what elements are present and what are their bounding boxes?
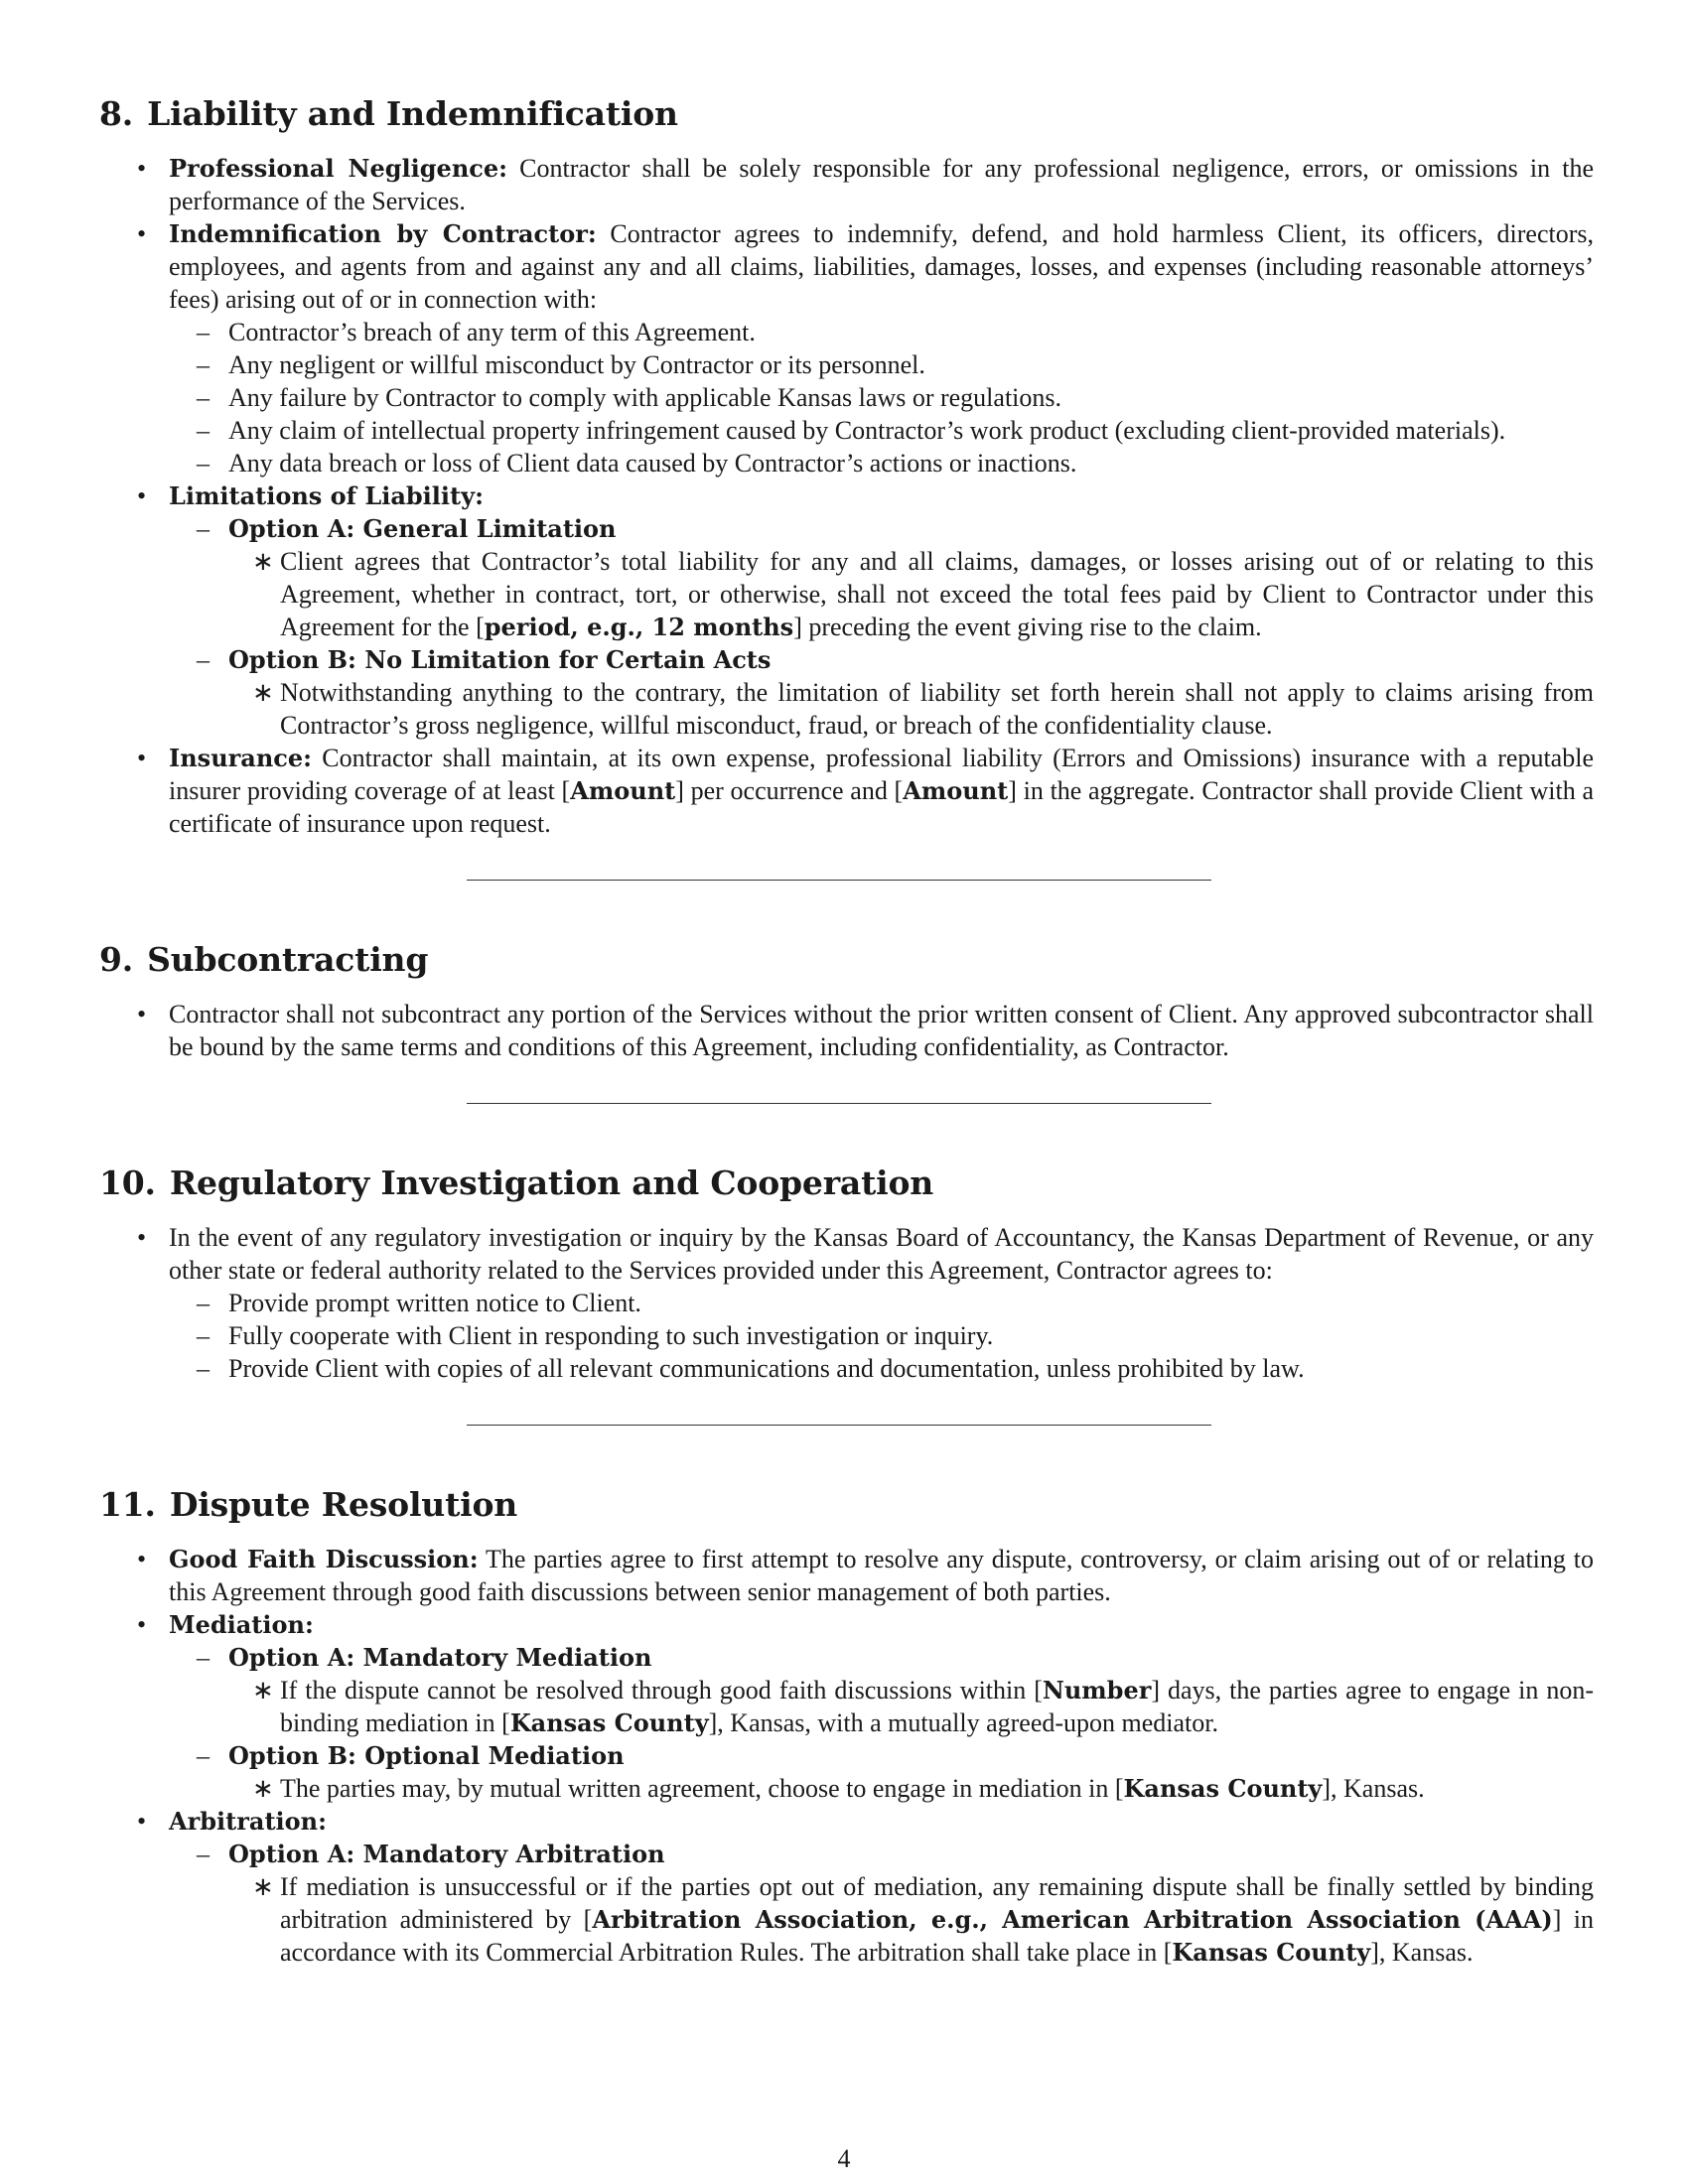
arbitration-a-text bbox=[228, 1870, 1594, 1969]
sub-item-text: Fully cooperate with Client in responding to such investigation or inquiry. bbox=[228, 1321, 994, 1350]
regulatory-sublist bbox=[169, 1287, 1594, 1385]
sub-item-text: Contractor’s breach of any term of this Agreement. bbox=[228, 318, 756, 346]
dash-icon: – bbox=[197, 416, 210, 445]
placeholder-bold: Number bbox=[1042, 1676, 1152, 1705]
sub-item bbox=[169, 381, 1594, 414]
limitations-sublist bbox=[169, 512, 1594, 742]
dash-icon: – bbox=[197, 645, 210, 674]
dash-icon: – bbox=[197, 318, 210, 346]
placeholder-bold: Amount bbox=[903, 776, 1009, 805]
list-item-insurance bbox=[99, 742, 1594, 840]
sub-item bbox=[169, 1319, 1594, 1352]
mediation-sublist bbox=[169, 1641, 1594, 1805]
indemnification-sublist bbox=[169, 316, 1594, 479]
dash-icon: – bbox=[197, 1321, 210, 1350]
option-a-text bbox=[228, 545, 1594, 643]
dash-icon: – bbox=[197, 1354, 210, 1383]
text-part: ] in accordance with its Commercial Arbitration Rules. The arbitration shall take place in [ bbox=[280, 1905, 1594, 1967]
section-heading-11 bbox=[99, 1485, 1594, 1525]
section-number: 9. bbox=[99, 940, 134, 979]
option-b-text bbox=[228, 676, 1594, 742]
item-label: Professional Negligence: bbox=[169, 154, 508, 183]
item-text: In the event of any regulatory investigation or inquiry by the Kansas Board of Accountancy, the Kansas Department of Revenue, or any other state or federal authority related to the Services provided under this Agreement, Contractor agrees to: bbox=[169, 1223, 1594, 1285]
placeholder-bold: Kansas County bbox=[509, 1708, 709, 1737]
item-text: Contractor shall not subcontract any portion of the Services without the prior written consent of Client. Any approved subcontractor shall be bound by the same terms and conditions of this Agreement, including confidentiality, as Contractor. bbox=[169, 1000, 1594, 1061]
item-label: Insurance: bbox=[169, 744, 313, 772]
bullet-icon: • bbox=[137, 481, 147, 510]
bullet-icon: • bbox=[137, 1000, 147, 1028]
section-title: Subcontracting bbox=[147, 940, 429, 979]
option-b-sublist bbox=[228, 676, 1594, 742]
dash-icon: – bbox=[197, 1741, 210, 1770]
text-part: ] days, the parties agree to engage in non-binding mediation in [ bbox=[280, 1676, 1595, 1737]
asterisk-icon: ∗ bbox=[252, 1872, 274, 1901]
text-part: ], Kansas, with a mutually agreed-upon mediator. bbox=[708, 1708, 1219, 1737]
placeholder-bold: Kansas County bbox=[1123, 1774, 1323, 1803]
bullet-icon: • bbox=[137, 1610, 147, 1639]
dash-icon: – bbox=[197, 1840, 210, 1868]
option-a-general-limitation bbox=[169, 512, 1594, 643]
section-8-list bbox=[99, 152, 1594, 840]
asterisk-icon: ∗ bbox=[252, 1676, 274, 1705]
bullet-icon: • bbox=[137, 154, 147, 183]
section-heading-9 bbox=[99, 940, 1594, 980]
text-part: Notwithstanding anything to the contrary, the limitation of liability set forth herein shall not apply to claims arising from Contractor’s gross negligence, willful misconduct, fraud, or breach of the confidentiality clause. bbox=[280, 678, 1594, 740]
list-item-subcontracting bbox=[99, 998, 1594, 1063]
dash-icon: – bbox=[197, 449, 210, 478]
bullet-icon: • bbox=[137, 1545, 147, 1573]
item-text: The parties agree to first attempt to resolve any dispute, controversy, or claim arising out of or relating to this Agreement through good faith discussions between senior management of both parties. bbox=[169, 1545, 1594, 1606]
item-label: Good Faith Discussion: bbox=[169, 1545, 479, 1573]
section-10-list bbox=[99, 1221, 1594, 1385]
bullet-icon: • bbox=[137, 1807, 147, 1836]
horizontal-rule bbox=[467, 880, 1211, 881]
text-part: If mediation is unsuccessful or if the parties opt out of mediation, any remaining dispute shall be finally settled by binding arbitration administered by [ bbox=[280, 1872, 1594, 1934]
section-11-list bbox=[99, 1543, 1594, 1969]
sub-item-text: Any failure by Contractor to comply with applicable Kansas laws or regulations. bbox=[228, 383, 1062, 412]
item-text: Contractor shall be solely responsible for any professional negligence, errors, or omissions in the performance of the Services. bbox=[169, 154, 1594, 215]
arbitration-sublist bbox=[169, 1838, 1594, 1969]
arbitration-a-sublist bbox=[228, 1870, 1594, 1969]
section-title: Liability and Indemnification bbox=[147, 94, 678, 133]
document-page bbox=[99, 94, 1594, 1969]
dash-icon: – bbox=[197, 383, 210, 412]
sub-item bbox=[169, 1352, 1594, 1385]
item-label: Indemnification by Contractor: bbox=[169, 219, 597, 248]
sub-item bbox=[169, 348, 1594, 381]
section-number: 10. bbox=[99, 1163, 156, 1202]
list-item-professional-negligence bbox=[99, 152, 1594, 217]
bullet-icon: • bbox=[137, 744, 147, 772]
text-part: Client agrees that Contractor’s total liability for any and all claims, damages, or losses arising out of or relating to this Agreement, whether in contract, tort, or otherwise, shall not exceed the total fees paid by Client to Contractor under this Agreement for the [ bbox=[280, 547, 1594, 641]
section-number: 8. bbox=[99, 94, 134, 133]
sub-item bbox=[169, 316, 1594, 348]
option-a-mandatory-arbitration bbox=[169, 1838, 1594, 1969]
sub-item-text: Any data breach or loss of Client data caused by Contractor’s actions or inactions. bbox=[228, 449, 1077, 478]
option-b-no-limitation bbox=[169, 643, 1594, 742]
dash-icon: – bbox=[197, 514, 210, 543]
option-a-mandatory-mediation bbox=[169, 1641, 1594, 1739]
list-item-limitations bbox=[99, 479, 1594, 742]
text-part: ] preceding the event giving rise to the claim. bbox=[793, 613, 1262, 641]
item-label: Arbitration: bbox=[169, 1807, 327, 1836]
item-label: Mediation: bbox=[169, 1610, 314, 1639]
option-label: Option A: Mandatory Mediation bbox=[228, 1643, 652, 1672]
text-part: If the dispute cannot be resolved through good faith discussions within [ bbox=[280, 1676, 1043, 1705]
list-item-good-faith bbox=[99, 1543, 1594, 1608]
item-label: Limitations of Liability: bbox=[169, 481, 484, 510]
horizontal-rule bbox=[467, 1103, 1211, 1104]
list-item-mediation bbox=[99, 1608, 1594, 1805]
mediation-a-text bbox=[228, 1674, 1594, 1739]
option-b-optional-mediation bbox=[169, 1739, 1594, 1805]
option-a-sublist bbox=[228, 545, 1594, 643]
asterisk-icon: ∗ bbox=[252, 678, 274, 707]
section-9-list bbox=[99, 998, 1594, 1063]
page-number: 4 bbox=[837, 2144, 851, 2173]
placeholder-bold: Kansas County bbox=[1172, 1938, 1371, 1967]
placeholder-bold: Arbitration Association, e.g., American Arbitration Association (AAA) bbox=[592, 1905, 1553, 1934]
list-item-indemnification bbox=[99, 217, 1594, 479]
text-part: ], Kansas. bbox=[1322, 1774, 1425, 1803]
sub-item-text: Provide Client with copies of all relevant communications and documentation, unless prohibited by law. bbox=[228, 1354, 1305, 1383]
mediation-b-text bbox=[228, 1772, 1594, 1805]
text-part: ] per occurrence and [ bbox=[675, 776, 904, 805]
list-item-arbitration bbox=[99, 1805, 1594, 1969]
option-label: Option A: Mandatory Arbitration bbox=[228, 1840, 665, 1868]
dash-icon: – bbox=[197, 1643, 210, 1672]
horizontal-rule bbox=[467, 1425, 1211, 1426]
text-part: Contractor shall maintain, at its own expense, professional liability (Errors and Omissions) insurance with a reputable insurer providing coverage of at least [ bbox=[169, 744, 1594, 805]
text-part: ], Kansas. bbox=[1370, 1938, 1474, 1967]
section-heading-10 bbox=[99, 1163, 1594, 1203]
text-part: The parties may, by mutual written agreement, choose to engage in mediation in [ bbox=[280, 1774, 1124, 1803]
sub-item bbox=[169, 1287, 1594, 1319]
dash-icon: – bbox=[197, 350, 210, 379]
asterisk-icon: ∗ bbox=[252, 547, 274, 576]
placeholder-bold: period, e.g., 12 months bbox=[484, 613, 794, 641]
sub-item-text: Any negligent or willful misconduct by Contractor or its personnel. bbox=[228, 350, 925, 379]
placeholder-bold: Amount bbox=[570, 776, 676, 805]
section-heading-8 bbox=[99, 94, 1594, 134]
option-label: Option A: General Limitation bbox=[228, 514, 617, 543]
sub-item-text: Any claim of intellectual property infringement caused by Contractor’s work product (excluding client-provided materials). bbox=[228, 416, 1506, 445]
section-title: Dispute Resolution bbox=[169, 1485, 518, 1524]
option-label: Option B: No Limitation for Certain Acts bbox=[228, 645, 772, 674]
dash-icon: – bbox=[197, 1289, 210, 1317]
section-number: 11. bbox=[99, 1485, 156, 1524]
mediation-a-sublist bbox=[228, 1674, 1594, 1739]
sub-item bbox=[169, 447, 1594, 479]
text-part: ] in the aggregate. Contractor shall provide Client with a certificate of insurance upon request. bbox=[169, 776, 1594, 838]
mediation-b-sublist bbox=[228, 1772, 1594, 1805]
sub-item bbox=[169, 414, 1594, 447]
list-item-regulatory bbox=[99, 1221, 1594, 1385]
sub-item-text: Provide prompt written notice to Client. bbox=[228, 1289, 641, 1317]
bullet-icon: • bbox=[137, 1223, 147, 1252]
option-label: Option B: Optional Mediation bbox=[228, 1741, 625, 1770]
bullet-icon: • bbox=[137, 219, 147, 248]
item-text: Contractor agrees to indemnify, defend, and hold harmless Client, its officers, directors, employees, and agents from and against any and all claims, liabilities, damages, losses, and expenses (including reasonable attorneys’ fees) arising out of or in connection with: bbox=[169, 219, 1595, 314]
section-title: Regulatory Investigation and Cooperation bbox=[169, 1163, 934, 1202]
asterisk-icon: ∗ bbox=[252, 1774, 274, 1803]
